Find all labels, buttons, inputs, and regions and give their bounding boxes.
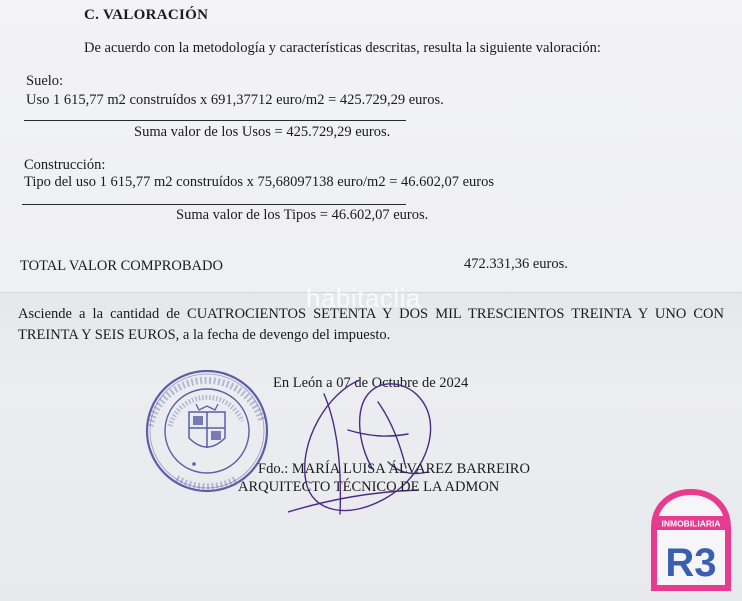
handwritten-signature [288, 372, 448, 522]
total-label: TOTAL VALOR COMPROBADO [20, 258, 223, 274]
construccion-row: Tipo del uso 1 615,77 m2 construídos x 75,68097138 euro/m2 = 46.602,07 euros [24, 174, 495, 190]
r3-inmobiliaria-logo [650, 488, 732, 592]
place-date: En León a 07 de Octubre de 2024 [273, 375, 469, 391]
suelo-rule [24, 120, 406, 121]
habitaclia-watermark: habitaclia [306, 283, 421, 313]
total-value: 472.331,36 euros. [464, 256, 568, 272]
signer-title: ARQUITECTO TÉCNICO DE LA ADMON [238, 479, 500, 495]
amount-paragraph: Asciende a la cantidad de CUATROCIENTOS SETENTA Y DOS MIL TRESCIENTOS TREINTA Y UNO CON TREINTA Y SEIS EUROS, a la fecha de devengo del impuesto. [18, 306, 724, 343]
suelo-label: Suelo: [26, 73, 64, 89]
construccion-sum: Suma valor de los Tipos = 46.602,07 euros. [176, 207, 429, 223]
official-seal-stamp [142, 366, 272, 496]
construccion-rule [22, 204, 406, 205]
suelo-row: Uso 1 615,77 m2 construídos x 691,37712 euro/m2 = 425.729,29 euros. [26, 92, 444, 108]
construccion-label: Construcción: [24, 157, 106, 173]
logo-mark-text: R3 [665, 541, 717, 585]
suelo-sum: Suma valor de los Usos = 425.729,29 euros. [134, 124, 391, 140]
signer-name: Fdo.: MARÍA LUISA ÁLVAREZ BARREIRO [258, 461, 530, 477]
logo-top-text: INMOBILIARIA [661, 518, 721, 529]
intro-text: De acuerdo con la metodología y características descritas, resulta la siguiente valoración: [84, 40, 601, 56]
section-heading: C. VALORACIÓN [84, 7, 209, 23]
